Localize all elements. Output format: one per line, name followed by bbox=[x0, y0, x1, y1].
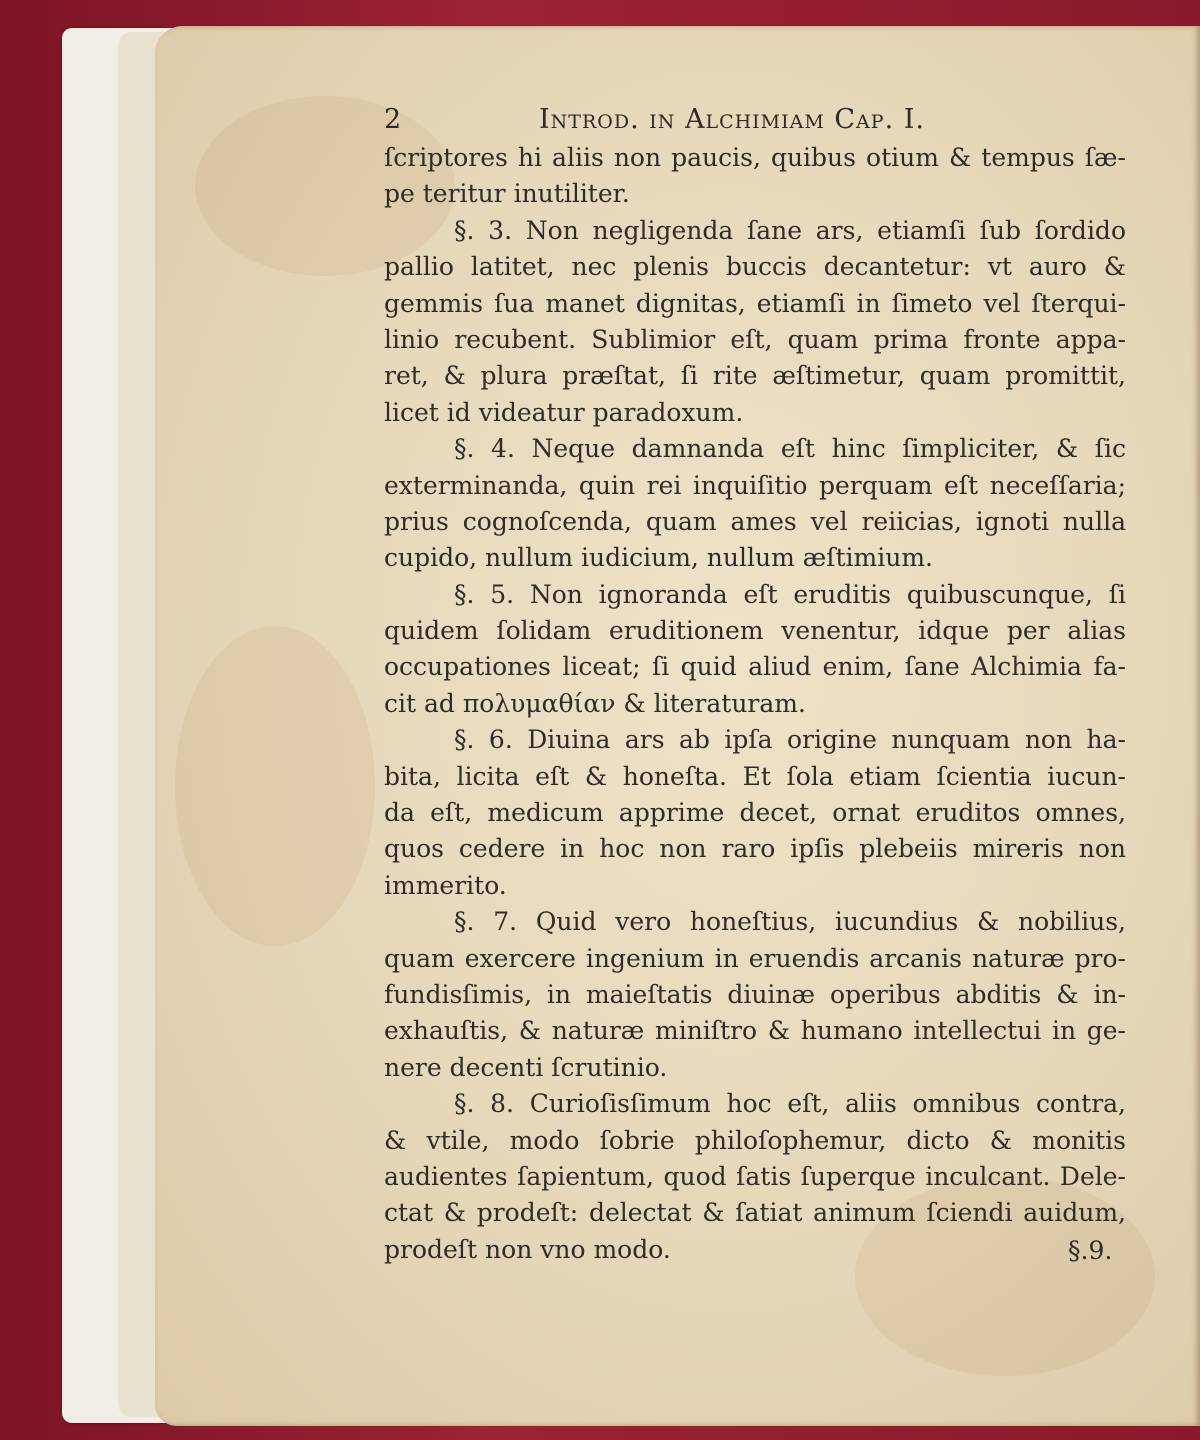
text-line: ret, & plura præſtat, ſi rite æſtimetur, quam promittit, bbox=[384, 361, 1126, 391]
page-number: 2 bbox=[384, 104, 403, 135]
text-line: cupido, nullum iudicium, nullum æſtimium. bbox=[384, 543, 933, 573]
text-line: nere decenti ſcrutinio. bbox=[384, 1052, 668, 1082]
text-line: ſcriptores hi aliis non paucis, quibus otium & tempus ſæ- bbox=[384, 143, 1126, 172]
text-line: §. 6. Diuina ars ab ipſa origine nunquam non ha- bbox=[454, 725, 1126, 755]
text-line: §. 3. Non negligenda ſane ars, etiamſi ſub ſordido bbox=[454, 215, 1126, 245]
text-line: quidem ſolidam eruditionem venentur, idque per alias bbox=[384, 616, 1126, 646]
text-line: occupationes liceat; ſi quid aliud enim, ſane Alchimia fa- bbox=[384, 652, 1126, 682]
text-line: §. 5. Non ignoranda eſt eruditis quibuscunque, ſi bbox=[454, 579, 1126, 609]
text-line: pe teritur inutiliter. bbox=[384, 179, 630, 209]
text-line: quos cedere in hoc non raro ipſis plebeiis mireris non bbox=[384, 834, 1126, 864]
text-line: linio recubent. Sublimior eſt, quam prima fronte appa- bbox=[384, 324, 1126, 354]
text-line: da eſt, medicum apprime decet, ornat eruditos omnes, bbox=[384, 798, 1126, 828]
text-line: fundisſimis, in maieſtatis diuinæ operibus abditis & in- bbox=[384, 979, 1126, 1009]
body-text bbox=[384, 140, 1126, 1268]
text-line: immerito. bbox=[384, 870, 507, 900]
text-line: bita, licita eſt & honeſta. Et ſola etiam ſcientia iucun- bbox=[384, 761, 1126, 791]
text-line: exhauſtis, & naturæ miniſtro & humano intellectui in ge- bbox=[384, 1016, 1126, 1046]
text-line: audientes ſapientum, quod ſatis ſuperque inculcant. Dele- bbox=[384, 1161, 1126, 1191]
text-line: §. 4. Neque damnanda eſt hinc ſimpliciter, & ſic bbox=[454, 434, 1126, 464]
text-line: pallio latitet, nec plenis buccis decantetur: vt auro & bbox=[384, 252, 1126, 282]
running-head-title: Introd. in Alchimiam Cap. I. bbox=[539, 104, 925, 135]
text-line: gemmis ſua manet dignitas, etiamſi in ſimeto vel ſterqui- bbox=[384, 288, 1126, 318]
text-line: §. 8. Curioſisſimum hoc eſt, aliis omnibus contra, bbox=[454, 1089, 1126, 1119]
catchword: §.9. bbox=[1068, 1236, 1113, 1265]
text-line: prodeſt non vno modo. bbox=[384, 1234, 671, 1264]
text-line: licet id videatur paradoxum. bbox=[384, 397, 744, 427]
text-line: prius cognoſcenda, quam ames vel reiicias, ignoti nulla bbox=[384, 506, 1126, 536]
text-line: ctat & prodeſt: delectat & ſatiat animum ſciendi auidum, bbox=[384, 1198, 1126, 1228]
text-line: quam exercere ingenium in eruendis arcanis naturæ pro- bbox=[384, 943, 1126, 973]
text-line: & vtile, modo ſobrie philoſophemur, dicto & monitis bbox=[384, 1125, 1126, 1155]
paper-stain bbox=[175, 626, 375, 946]
text-line: §. 7. Quid vero honeſtius, iucundius & nobilius, bbox=[454, 907, 1126, 937]
running-head bbox=[384, 104, 1124, 144]
text-line: exterminanda, quin rei inquiſitio perquam eſt neceſſaria; bbox=[384, 470, 1126, 500]
text-line: cit ad πολυμαθίαν & literaturam. bbox=[384, 688, 806, 718]
